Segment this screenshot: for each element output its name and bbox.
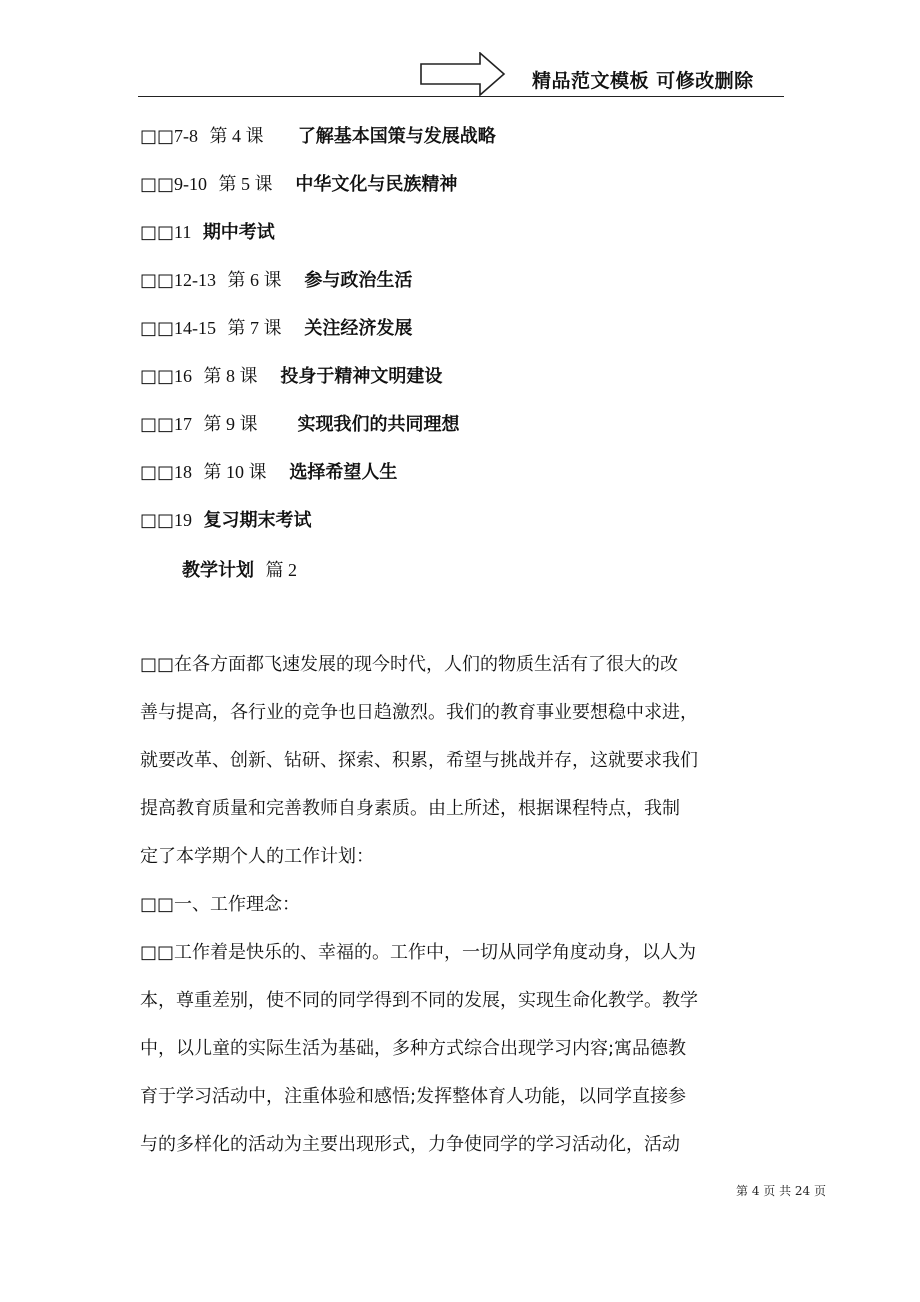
section-number: 篇 2 xyxy=(265,560,297,580)
body-line: 育于学习活动中，注重体验和感悟;发挥整体育人功能，以同学直接参 xyxy=(140,1086,687,1107)
header-title: 精品范文模板 可修改删除 xyxy=(532,70,754,92)
row-topic: 中华文化与民族精神 xyxy=(295,174,458,195)
row-indent: □□ xyxy=(140,462,175,483)
row-topic: 复习期末考试 xyxy=(203,510,312,531)
body-line: 就要改革、创新、钻研、探索、积累，希望与挑战并存，这就要求我们 xyxy=(140,750,698,771)
row-topic: 投身于精神文明建设 xyxy=(280,366,443,387)
body-line: 与的多样化的活动为主要出现形式，力争使同学的学习活动化，活动 xyxy=(140,1134,680,1155)
row-topic: 选择希望人生 xyxy=(289,462,398,483)
row-topic: 期中考试 xyxy=(202,222,275,243)
section-heading xyxy=(182,556,297,582)
row-topic: 实现我们的共同理想 xyxy=(297,414,460,435)
row-indent: □□ xyxy=(140,174,175,195)
row-topic: 了解基本国策与发展战略 xyxy=(297,126,496,147)
arrow-icon xyxy=(420,52,506,96)
body-line: 定了本学期个人的工作计划： xyxy=(140,846,374,867)
body-line: □□在各方面都飞速发展的现今时代，人们的物质生活有了很大的改 xyxy=(140,654,679,675)
row-lesson: 第 7 课 xyxy=(227,318,282,338)
row-lesson: 第 9 课 xyxy=(203,414,258,434)
page-number: 第 4 页 共 24 页 xyxy=(736,1184,826,1198)
body-line: 本，尊重差别，使不同的同学得到不同的发展，实现生命化教学。教学 xyxy=(140,990,698,1011)
row-lesson: 第 4 课 xyxy=(209,126,264,146)
schedule-row xyxy=(140,218,275,244)
row-weeks: 12-13 xyxy=(174,270,217,290)
schedule-row xyxy=(140,314,412,340)
schedule-row xyxy=(140,122,496,148)
body-line: 提高教育质量和完善教师自身素质。由上所述，根据课程特点，我制 xyxy=(140,798,680,819)
row-topic: 关注经济发展 xyxy=(304,318,413,339)
schedule-row xyxy=(140,266,412,292)
schedule-row xyxy=(140,410,460,436)
row-weeks: 18 xyxy=(174,462,193,482)
row-indent: □□ xyxy=(140,270,175,291)
row-indent: □□ xyxy=(140,126,175,147)
row-indent: □□ xyxy=(140,318,175,339)
schedule-row xyxy=(140,506,311,532)
schedule-row xyxy=(140,458,397,484)
row-weeks: 14-15 xyxy=(174,318,217,338)
row-lesson: 第 10 课 xyxy=(203,462,267,482)
body-line: 中，以儿童的实际生活为基础，多种方式综合出现学习内容;寓品德教 xyxy=(140,1038,687,1059)
schedule-row xyxy=(140,170,457,196)
row-topic: 参与政治生活 xyxy=(304,270,413,291)
section-title: 教学计划 xyxy=(182,560,254,581)
body-line: □□一、工作理念： xyxy=(140,894,301,915)
row-weeks: 16 xyxy=(174,366,193,386)
row-indent: □□ xyxy=(140,222,175,243)
body-line: 善与提高，各行业的竞争也日趋激烈。我们的教育事业要想稳中求进， xyxy=(140,702,698,723)
header-divider xyxy=(138,96,784,97)
row-indent: □□ xyxy=(140,414,175,435)
row-weeks: 9-10 xyxy=(174,174,208,194)
row-lesson: 第 5 课 xyxy=(218,174,273,194)
row-indent: □□ xyxy=(140,366,175,387)
body-line: □□工作着是快乐的、幸福的。工作中，一切从同学角度动身，以人为 xyxy=(140,942,697,963)
row-lesson: 第 6 课 xyxy=(227,270,282,290)
row-weeks: 7-8 xyxy=(174,126,199,146)
schedule-row xyxy=(140,362,442,388)
row-weeks: 17 xyxy=(174,414,193,434)
row-weeks: 11 xyxy=(174,222,192,242)
row-lesson: 第 8 课 xyxy=(203,366,258,386)
row-weeks: 19 xyxy=(174,510,193,530)
row-indent: □□ xyxy=(140,510,175,531)
